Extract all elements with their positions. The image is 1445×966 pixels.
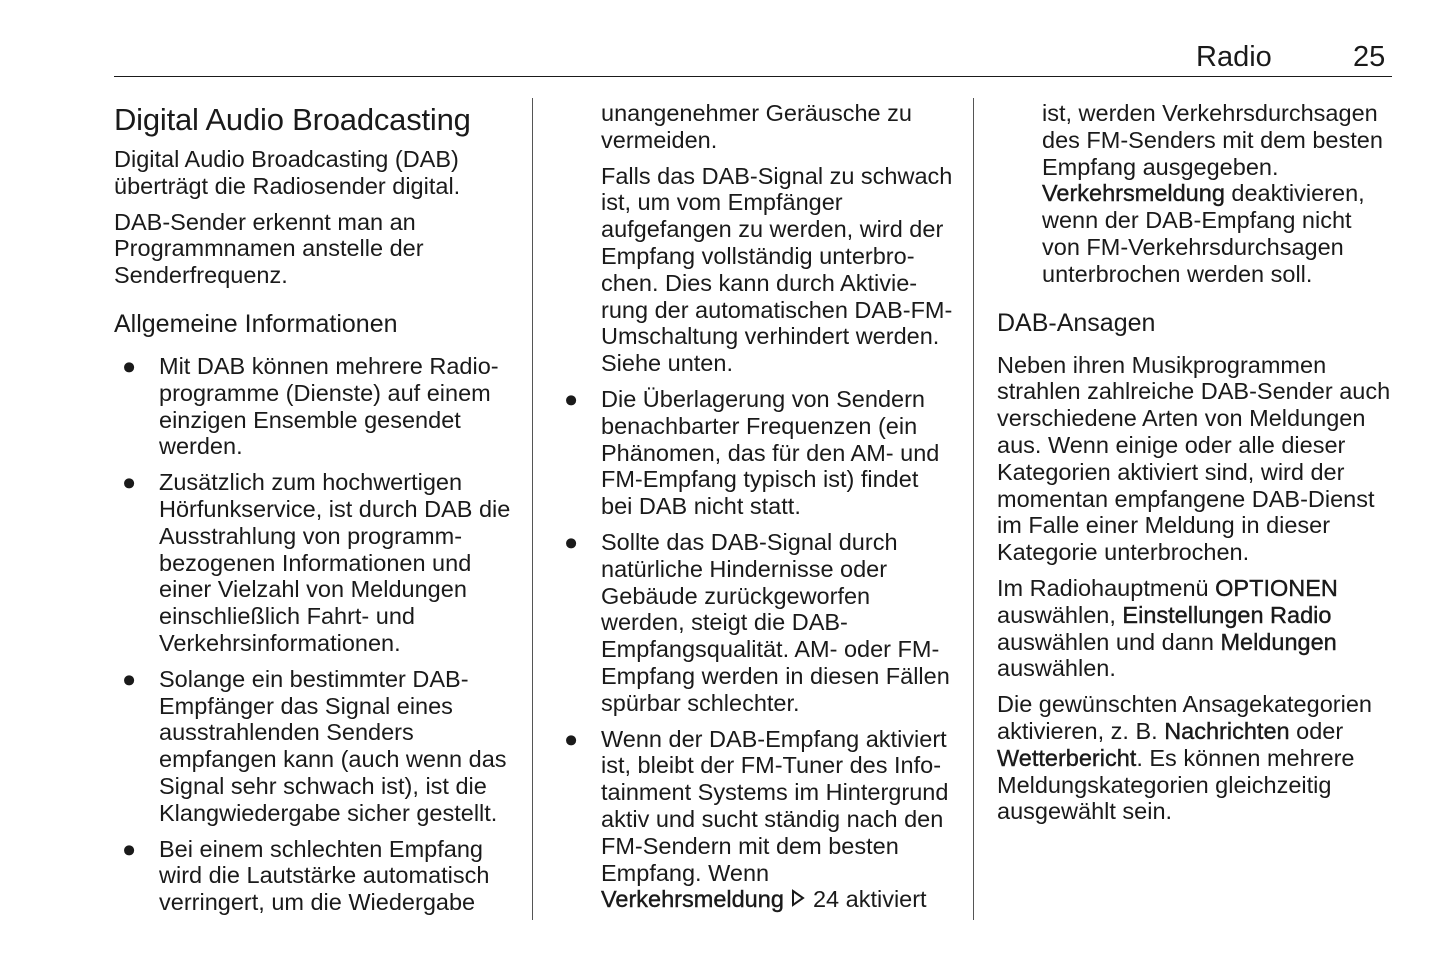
menu-term-nachrichten: Nachrichten (1164, 717, 1290, 744)
bullet-icon: ● (564, 528, 579, 555)
list-item (556, 726, 956, 914)
menu-term-verkehrsmeldung: Verkehrsmeldung (1042, 180, 1225, 207)
column-1 (114, 100, 519, 925)
arrow-reference-icon[interactable] (790, 886, 806, 913)
paragraph-text: auswählen, (997, 601, 1123, 628)
column-divider-2 (973, 98, 974, 920)
menu-term-verkehrsmeldung: Verkehrsmeldung (601, 886, 784, 913)
paragraph-text: Im Radiohauptmenü (997, 574, 1216, 601)
menu-instruction-paragraph (997, 575, 1395, 682)
page-reference[interactable]: 24 aktiviert (812, 886, 927, 913)
list-item (114, 353, 519, 460)
column-3 (997, 100, 1395, 834)
menu-term-meldungen: Meldungen (1220, 628, 1337, 655)
categories-paragraph (997, 691, 1395, 825)
column-divider-1 (532, 98, 533, 920)
section-heading: DAB-Ansagen (997, 308, 1156, 337)
menu-term-wetterbericht: Wetterbericht (997, 744, 1137, 771)
continued-paragraph: Falls das DAB-Signal zu schwach ist, um vom Empfänger aufgefangen zu werden, wird der Empfang vollständig unterbrochen. Dies kann durch Aktivierung der automatischen DAB-FM-Umschaltung verhindert werden. Siehe unten. (601, 162, 953, 377)
page-number: 25 (1353, 41, 1386, 73)
intro-paragraph: Digital Audio Broadcasting (DAB) überträgt die Radiosender digital. (114, 146, 461, 199)
continued-paragraph (997, 180, 1395, 287)
header-rule (114, 76, 1392, 77)
list-item-text: Bei einem schlechten Empfang wird die Lautstärke automatisch verringert, um die Wiedergabe (159, 835, 490, 916)
bullet-icon: ● (122, 665, 137, 692)
column-2 (556, 100, 956, 922)
list-item-text: Die Überlagerung von Sendern benachbarter Frequenzen (ein Phänomen, das für den AM- und FM-Empfang typisch ist) findet bei DAB nicht statt. (601, 385, 940, 520)
list-item-text: Sollte das DAB-Signal durch natürliche Hindernisse oder Gebäude zurückgeworfen werden, steigt die DAB-Empfangsqualität. AM- oder FM-Empfang werden in diesen Fällen spürbar schlechter. (601, 528, 950, 716)
menu-term-einstellungen-radio: Einstellungen Radio (1122, 601, 1332, 628)
paragraph-text: auswählen und dann (997, 628, 1221, 655)
page-title: Digital Audio Broadcasting (114, 102, 471, 137)
list-item-text: Zusätzlich zum hochwertigen Hörfunkservice, ist durch DAB die Ausstrahlung von programmbezogenen Informationen und einer Vielzahl von Meldungen einschließlich Fahrt- und Verkehrsinformationen. (159, 469, 511, 656)
bullet-icon: ● (564, 385, 579, 412)
intro-paragraph-2: DAB-Sender erkennt man an Programmnamen anstelle der Senderfrequenz. (114, 208, 424, 289)
list-item (114, 666, 519, 827)
list-item (114, 836, 519, 916)
list-item-text: Wenn der DAB-Empfang aktiviert ist, bleibt der FM-Tuner des Infotainment Systems im Hintergrund aktiv und sucht ständig nach den FM-Sendern mit dem besten Empfang. Wenn (601, 725, 949, 886)
list-item (556, 529, 956, 717)
bullet-icon: ● (564, 725, 579, 752)
list-item-text: Solange ein bestimmter DAB-Empfänger das Signal eines ausstrahlenden Senders empfangen kann (auch wenn das Signal sehr schwach ist), ist die Klangwiedergabe sicher gestellt. (159, 665, 507, 826)
paragraph-text: Die gewünschten Ansagekategorien aktivieren, z. B. (997, 691, 1372, 744)
page-header-section: Radio (1196, 41, 1272, 73)
list-item (114, 469, 519, 657)
info-list (114, 353, 519, 916)
paragraph-text: deaktivieren, wenn der DAB-Empfang nicht von FM-Verkehrsdurchsagen unterbrochen werden soll. (1042, 180, 1365, 287)
paragraph-text: auswählen. (997, 655, 1116, 682)
continued-text: ist, werden Verkehrsdurchsagen des FM-Senders mit dem besten Empfang ausgegeben. (1042, 100, 1383, 180)
info-list-2 (556, 386, 956, 913)
section-heading: Allgemeine Informationen (114, 309, 398, 338)
announcement-paragraph: Neben ihren Musikprogrammen strahlen zahlreiche DAB-Sender auch verschiedene Arten von Meldungen aus. Wenn einige oder alle dieser Kategorien aktiviert sind, wird der momentan empfangene DAB-Dienst im Falle einer Meldung in dieser Kategorie unterbrochen. (997, 351, 1391, 566)
paragraph-text: . Es können mehrere Meldungskategorien gleichzeitig ausgewählt sein. (997, 744, 1355, 825)
menu-term-optionen: OPTIONEN (1215, 574, 1338, 601)
bullet-icon: ● (122, 352, 137, 379)
bullet-icon: ● (122, 469, 137, 496)
list-item-text: Mit DAB können mehrere Radioprogramme (Dienste) auf einem einzigen Ensemble gesendet werden. (159, 352, 499, 460)
bullet-icon: ● (122, 835, 137, 862)
list-item (556, 386, 956, 520)
paragraph-text: oder (1289, 717, 1344, 744)
continued-text: unangenehmer Geräusche zu vermeiden. (601, 100, 912, 153)
